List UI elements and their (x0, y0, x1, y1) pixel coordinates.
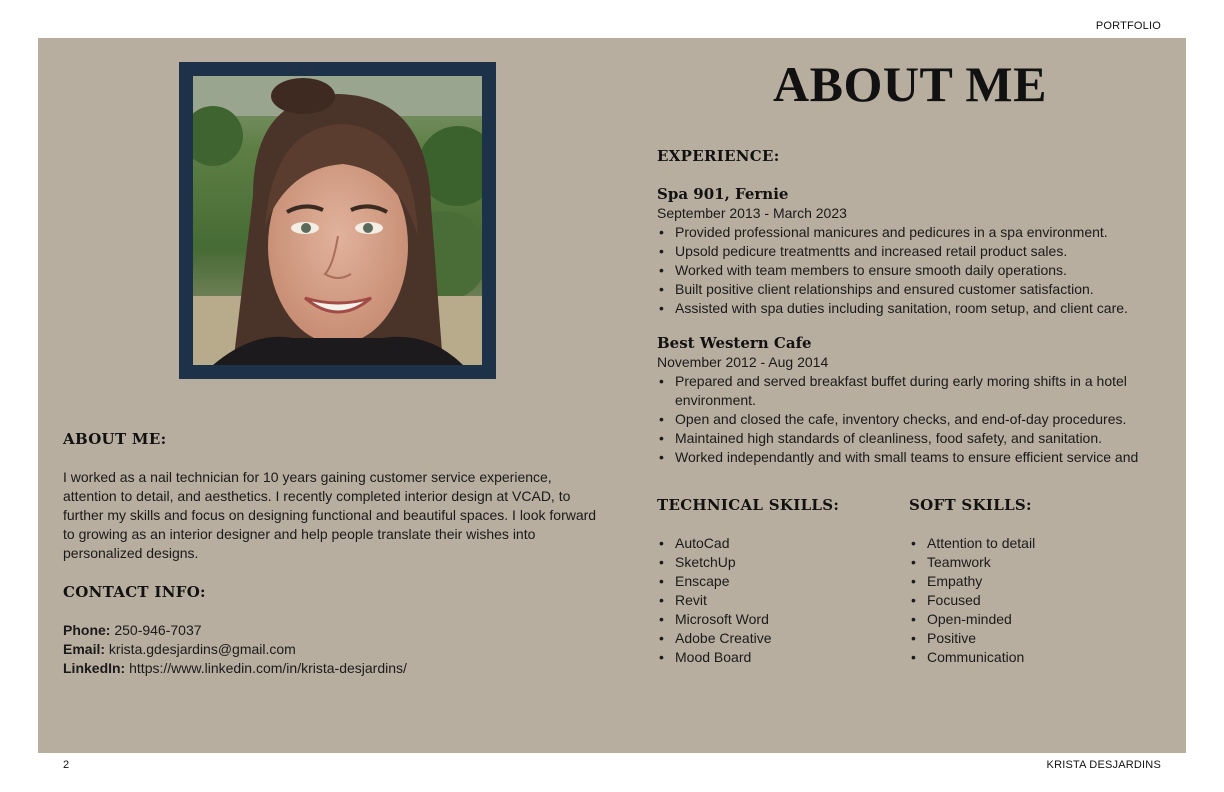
contact-heading: CONTACT INFO: (63, 583, 206, 601)
about-text: I worked as a nail technician for 10 years gaining customer service experience, attention to detail, and aesthetics. I recently completed interior design at VCAD, to further my skills and focus on designing functional and beautiful spaces. I look forward to growing as an interior designer and help people translate their wishes into personalized designs. (63, 469, 597, 561)
job-duties (657, 372, 1167, 467)
phone-value: 250-946-7037 (114, 622, 202, 638)
contact-email (63, 640, 603, 659)
contact-phone (63, 621, 603, 640)
list-item: • AutoCad (657, 534, 897, 553)
technical-skills-section (657, 496, 897, 667)
job-entry (657, 185, 1167, 318)
list-item: • Worked with team members to ensure smooth daily operations. (657, 261, 1167, 280)
linkedin-label: LinkedIn: (63, 660, 126, 676)
email-label: Email: (63, 641, 106, 657)
phone-label: Phone: (63, 622, 111, 638)
experience-heading: EXPERIENCE: (657, 147, 780, 165)
page-number: 2 (63, 759, 70, 771)
list-item: • Maintained high standards of cleanliness, food safety, and sanitation. (657, 429, 1167, 448)
list-item: • Teamwork (909, 553, 1159, 572)
about-heading: ABOUT ME: (63, 430, 167, 448)
profile-photo (193, 76, 482, 365)
job-dates: November 2012 - Aug 2014 (657, 354, 829, 370)
list-item: • Positive (909, 629, 1159, 648)
list-item: • Built positive client relationships and ensured customer satisfaction. (657, 280, 1167, 299)
job-dates: September 2013 - March 2023 (657, 205, 847, 221)
soft-skills-heading: SOFT SKILLS: (909, 496, 1032, 514)
list-item: • Assisted with spa duties including sanitation, room setup, and client care. (657, 299, 1167, 318)
left-column (63, 430, 603, 678)
experience-section (657, 147, 1167, 467)
technical-skills-heading: TECHNICAL SKILLS: (657, 496, 840, 514)
page-title: ABOUT ME (773, 56, 1047, 112)
linkedin-link[interactable]: https://www.linkedin.com/in/krista-desjardins/ (129, 660, 407, 676)
list-item: • SketchUp (657, 553, 897, 572)
technical-skills-list (657, 534, 897, 667)
soft-skills-list (909, 534, 1159, 667)
soft-skills-section (909, 496, 1159, 667)
list-item: • Provided professional manicures and pedicures in a spa environment. (657, 223, 1167, 242)
list-item: • Open-minded (909, 610, 1159, 629)
list-item: • Adobe Creative (657, 629, 897, 648)
list-item: • Enscape (657, 572, 897, 591)
list-item: • Mood Board (657, 648, 897, 667)
job-title: Spa 901, Fernie (657, 185, 789, 203)
list-item: • Microsoft Word (657, 610, 897, 629)
list-item: • Upsold pedicure treatmentts and increased retail product sales. (657, 242, 1167, 261)
job-entry (657, 334, 1167, 467)
list-item: • Empathy (909, 572, 1159, 591)
footer-author-name: KRISTA DESJARDINS (1046, 759, 1161, 771)
list-item: • Attention to detail (909, 534, 1159, 553)
list-item: • Revit (657, 591, 897, 610)
job-duties (657, 223, 1167, 318)
email-value[interactable]: krista.gdesjardins@gmail.com (108, 641, 296, 657)
portfolio-label: PORTFOLIO (1095, 20, 1161, 32)
list-item: • Worked independantly and with small teams to ensure efficient service and (657, 448, 1167, 467)
list-item: • Focused (909, 591, 1159, 610)
job-title: Best Western Cafe (657, 334, 812, 352)
list-item: • Communication (909, 648, 1159, 667)
list-item: • Open and closed the cafe, inventory checks, and end-of-day procedures. (657, 410, 1167, 429)
list-item: • Prepared and served breakfast buffet during early moring shifts in a hotel environment. (657, 372, 1167, 410)
contact-linkedin (63, 659, 603, 678)
